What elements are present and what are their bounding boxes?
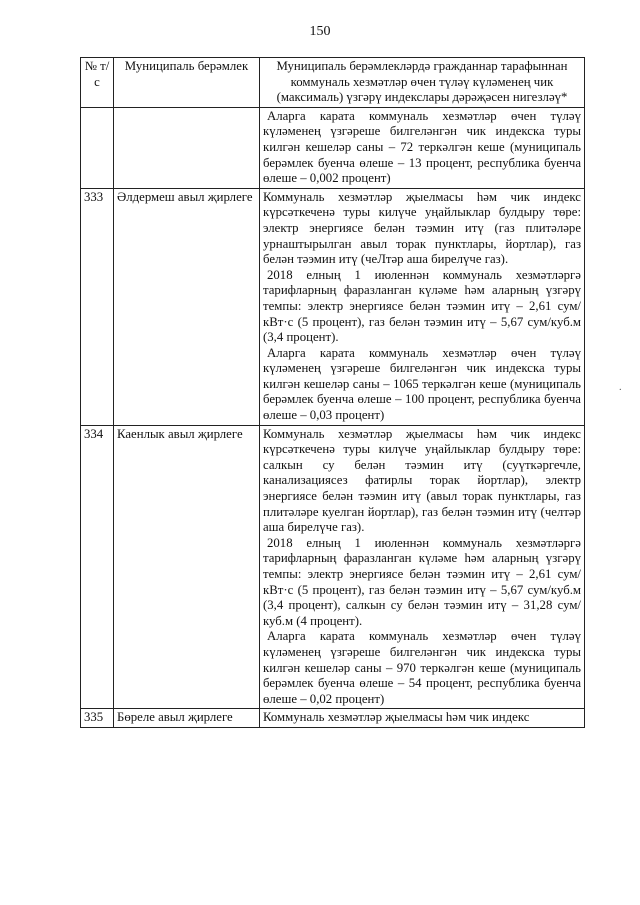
margin-mark: · xyxy=(618,385,622,396)
description-paragraph: 2018 елның 1 июленнән коммуналь хезмәтләргә тарифларның фаразланган күләме һәм аларның үзгәрү темпы: электр энергиясе белән тәэмин итү – 2,61 сум/кВт·с (5 процент), газ белән тәэмин итү – 5,67 сум/куб.м (3,4 процент), салкын су белән тәэмин итү – 31,28 сум/куб.м (4 процент). xyxy=(263,535,581,628)
header-municipality: Муниципаль берәмлек xyxy=(114,58,260,108)
table-row xyxy=(81,188,585,425)
row-number: 335 xyxy=(81,709,114,728)
description-paragraph: Аларга карата коммуналь хезмәтләр өчен түләү күләменең үзгәреше билгеләнгән чик индекска туры килгән кешеләр саны – 970 теркәлгән кеше (муниципаль берәмлек буенча өлеше – 54 процент, республика буенча өлеше – 0,02 процент) xyxy=(263,629,581,706)
table-row-continuation xyxy=(81,107,585,188)
table-header-row xyxy=(81,58,585,108)
row-description xyxy=(260,188,585,425)
row-number: 334 xyxy=(81,425,114,709)
header-description: Муниципаль берәмлекләрдә гражданнар тарафыннан коммуналь хезмәтләр өчен түләү күләменең чик (максималь) үзгәрү индекслары дәрәҗәсен нигезләү* xyxy=(260,58,585,108)
page-number: 150 xyxy=(309,24,331,39)
description-paragraph: Коммуналь хезмәтләр җыелмасы һәм чик индекс күрсәткеченә туры килүче уңайлыклар булдыру төре: электр энергиясе белән тәэмин итү (газ плитәләре урнаштырылган авыл торак пунктлары, йортлар), газ белән тәэмин итү (чеЛтәр аша бирелүче газ). xyxy=(263,189,581,267)
table-row xyxy=(81,709,585,728)
cell-num-empty xyxy=(81,107,114,188)
row-description xyxy=(260,709,585,728)
continuation-paragraph: Аларга карата коммуналь хезмәтләр өчен түләү күләменең үзгәреше билгеләнгән чик индекска туры килгән кешеләр саны – 72 теркәлгән кеше (муниципаль берәмлек буенча өлеше – 13 процент, республика буенча өлеше – 0,002 процент) xyxy=(263,108,581,186)
row-municipality: Бөреле авыл җирлеге xyxy=(114,709,260,728)
description-paragraph: Коммуналь хезмәтләр җыелмасы һәм чик индекс xyxy=(263,710,530,725)
row-number: 333 xyxy=(81,188,114,425)
description-paragraph: Коммуналь хезмәтләр җыелмасы һәм чик индекс күрсәткеченә туры килүче уңайлыклар булдыру төре: салкын су белән тәэмин итү (суүткәргечле, канализациясез фатирлы торак йортлар), электр энергиясе белән тәэмин итү (авыл торак пунктлары, газ плитәләре куелган йортлар), газ белән тәэмин итү (челтәр аша бирелүче газ). xyxy=(263,426,581,535)
cell-continuation xyxy=(260,107,585,188)
row-municipality: Каенлык авыл җирлеге xyxy=(114,425,260,709)
row-municipality: Әлдермеш авыл җирлеге xyxy=(114,188,260,425)
table-row xyxy=(81,425,585,709)
municipal-index-table xyxy=(80,57,585,728)
description-paragraph: 2018 елның 1 июленнән коммуналь хезмәтләргә тарифларның фаразланган күләме һәм аларның үзгәрү темпы: электр энергиясе белән тәэмин итү – 2,61 сум/кВт·с (5 процент), газ белән тәэмин итү – 5,67 сум/куб.м (3,4 процент). xyxy=(263,267,581,345)
cell-name-empty xyxy=(114,107,260,188)
description-paragraph: Аларга карата коммуналь хезмәтләр өчен түләү күләменең үзгәреше билгеләнгән чик индекска туры килгән кешеләр саны – 1065 теркәлгән кеше (муниципаль берәмлек буенча өлеше – 100 процент, республика буенча өлеше – 0,03 процент) xyxy=(263,345,581,423)
row-description xyxy=(260,425,585,709)
header-num: № т/с xyxy=(81,58,114,108)
